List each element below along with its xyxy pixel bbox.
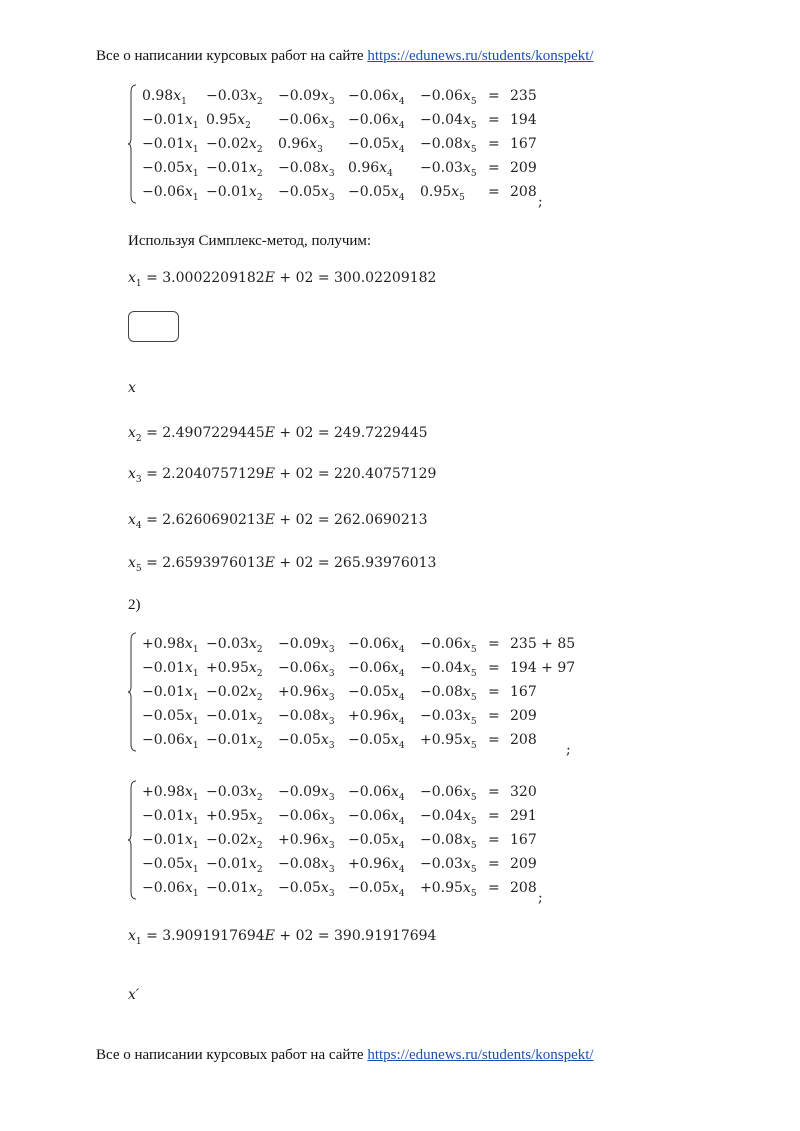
- header-text: Все о написании курсовых работ на сайте: [96, 48, 364, 64]
- equals-sign: =: [488, 832, 500, 848]
- rhs-value: 167: [510, 832, 537, 848]
- equation-row: [128, 84, 568, 108]
- equation-term: $-0.05x_3$: [278, 184, 335, 203]
- equation-term: $-0.03x_2$: [206, 88, 263, 107]
- system-semicolon: ;: [538, 890, 543, 906]
- equation-term: $-0.01x_2$: [206, 708, 263, 727]
- equation-term: $+0.95x_5$: [420, 732, 477, 751]
- equals-sign: =: [488, 732, 500, 748]
- equation-term: $-0.06x_3$: [278, 808, 335, 827]
- equation-term: $+0.96x_4$: [348, 856, 405, 875]
- equation-term: $-0.06x_4$: [348, 660, 405, 679]
- equation-term: $-0.01x_2$: [206, 184, 263, 203]
- footer-link[interactable]: https://edunews.ru/students/konspekt/: [367, 1047, 594, 1063]
- system-semicolon: ;: [538, 194, 543, 210]
- equation-row: [128, 852, 568, 876]
- rhs-value: 194 + 97: [510, 660, 576, 676]
- equation-term: $-0.06x_4$: [348, 808, 405, 827]
- equation-term: $-0.05x_4$: [348, 832, 405, 851]
- equals-sign: =: [488, 708, 500, 724]
- equation-term: $-0.05x_1$: [142, 856, 199, 875]
- equals-sign: =: [488, 880, 500, 896]
- equation-term: $-0.06x_1$: [142, 184, 199, 203]
- equation-term: $+0.95x_5$: [420, 880, 477, 899]
- equals-sign: =: [488, 184, 500, 200]
- equation-term: $-0.08x_3$: [278, 708, 335, 727]
- equation-term: $-0.01x_1$: [142, 136, 199, 155]
- equation-term: $-0.06x_3$: [278, 112, 335, 131]
- equation-term: $-0.06x_5$: [420, 784, 477, 803]
- equals-sign: =: [488, 136, 500, 152]
- page-footer: [96, 1047, 594, 1064]
- rhs-value: 208: [510, 732, 537, 748]
- equation-term: $-0.06x_4$: [348, 112, 405, 131]
- result-x2: $x_2 = 2.4907229445E + 02 = 249.7229445$: [128, 425, 428, 444]
- equation-term: $-0.05x_3$: [278, 880, 335, 899]
- equation-term: $-0.03x_5$: [420, 160, 477, 179]
- rhs-value: 209: [510, 708, 537, 724]
- equation-term: $-0.09x_3$: [278, 636, 335, 655]
- result-x5: $x_5 = 2.6593976013E + 02 = 265.93976013$: [128, 555, 437, 574]
- equation-term: $+0.95x_2$: [206, 808, 263, 827]
- equation-term: $-0.08x_5$: [420, 136, 477, 155]
- rhs-value: 235: [510, 88, 537, 104]
- equation-term: $-0.09x_3$: [278, 784, 335, 803]
- equation-term: $-0.08x_3$: [278, 856, 335, 875]
- equation-term: $0.95x_2$: [206, 112, 251, 131]
- equation-term: $-0.03x_5$: [420, 856, 477, 875]
- rhs-value: 291: [510, 808, 537, 824]
- equals-sign: =: [488, 856, 500, 872]
- equation-term: $0.96x_3$: [278, 136, 323, 155]
- simplex-intro-text: Используя Симплекс-метод, получим:: [128, 233, 372, 249]
- equation-term: $-0.01x_1$: [142, 684, 199, 703]
- equation-row: [128, 656, 588, 680]
- part-2-label: 2): [128, 597, 141, 613]
- equation-term: $-0.01x_1$: [142, 832, 199, 851]
- equation-term: $-0.08x_3$: [278, 160, 335, 179]
- equation-term: $+0.96x_4$: [348, 708, 405, 727]
- equation-term: $-0.05x_4$: [348, 684, 405, 703]
- equation-term: $-0.04x_5$: [420, 660, 477, 679]
- equation-term: $-0.04x_5$: [420, 112, 477, 131]
- equation-term: $+0.95x_2$: [206, 660, 263, 679]
- equation-term: $-0.06x_4$: [348, 636, 405, 655]
- equation-term: $-0.06x_3$: [278, 660, 335, 679]
- equation-term: $-0.02x_2$: [206, 684, 263, 703]
- equation-row: [128, 632, 588, 656]
- equation-row: [128, 728, 588, 752]
- equation-row: [128, 132, 568, 156]
- rhs-value: 209: [510, 160, 537, 176]
- system-semicolon: ;: [566, 742, 571, 758]
- equation-term: $-0.05x_4$: [348, 880, 405, 899]
- page-header: [96, 48, 594, 65]
- equation-term: $-0.02x_2$: [206, 136, 263, 155]
- equation-term: $-0.01x_1$: [142, 660, 199, 679]
- equation-row: [128, 876, 568, 900]
- empty-box: [128, 311, 179, 342]
- rhs-value: 208: [510, 184, 537, 200]
- equals-sign: =: [488, 88, 500, 104]
- equation-system-3: [128, 780, 568, 908]
- result-x1-second: $x_1 = 3.9091917694E + 02 = 390.91917694$: [128, 928, 437, 947]
- equals-sign: =: [488, 636, 500, 652]
- footer-text: Все о написании курсовых работ на сайте: [96, 1047, 364, 1063]
- rhs-value: 167: [510, 136, 537, 152]
- equation-term: $-0.01x_2$: [206, 732, 263, 751]
- result-x1: $x_1 = 3.0002209182E + 02 = 300.02209182$: [128, 270, 437, 289]
- variable-x-prime-label: x′: [128, 987, 140, 1003]
- equation-row: [128, 780, 568, 804]
- header-link[interactable]: https://edunews.ru/students/konspekt/: [367, 48, 594, 64]
- equation-term: $0.98x_1$: [142, 88, 187, 107]
- equation-term: $+0.98x_1$: [142, 784, 199, 803]
- equation-row: [128, 804, 568, 828]
- equation-row: [128, 704, 588, 728]
- equation-term: $-0.04x_5$: [420, 808, 477, 827]
- result-x3: $x_3 = 2.2040757129E + 02 = 220.40757129$: [128, 466, 437, 485]
- equation-term: $0.96x_4$: [348, 160, 393, 179]
- equation-row: [128, 828, 568, 852]
- equation-term: $-0.08x_5$: [420, 832, 477, 851]
- equation-term: $-0.05x_4$: [348, 136, 405, 155]
- equation-term: $-0.05x_4$: [348, 184, 405, 203]
- equation-term: $-0.01x_2$: [206, 856, 263, 875]
- equals-sign: =: [488, 112, 500, 128]
- equation-term: $-0.03x_5$: [420, 708, 477, 727]
- equation-term: $-0.06x_5$: [420, 636, 477, 655]
- equation-row: [128, 156, 568, 180]
- equation-term: $-0.01x_2$: [206, 160, 263, 179]
- equation-system-2: [128, 632, 588, 760]
- equation-term: $-0.06x_5$: [420, 88, 477, 107]
- rhs-value: 194: [510, 112, 537, 128]
- equation-term: $-0.01x_1$: [142, 808, 199, 827]
- equals-sign: =: [488, 684, 500, 700]
- equation-term: $0.95x_5$: [420, 184, 465, 203]
- equation-term: $-0.01x_1$: [142, 112, 199, 131]
- equation-row: [128, 108, 568, 132]
- equation-term: $+0.98x_1$: [142, 636, 199, 655]
- equation-term: $+0.96x_3$: [278, 684, 335, 703]
- equation-term: $-0.08x_5$: [420, 684, 477, 703]
- equals-sign: =: [488, 784, 500, 800]
- rhs-value: 209: [510, 856, 537, 872]
- equation-term: $-0.06x_4$: [348, 88, 405, 107]
- equation-term: $-0.01x_2$: [206, 880, 263, 899]
- rhs-value: 235 + 85: [510, 636, 576, 652]
- equation-term: $-0.05x_1$: [142, 160, 199, 179]
- equation-term: $-0.06x_4$: [348, 784, 405, 803]
- variable-x-label: x: [128, 380, 136, 396]
- equation-term: $-0.05x_3$: [278, 732, 335, 751]
- rhs-value: 167: [510, 684, 537, 700]
- equation-term: $-0.03x_2$: [206, 636, 263, 655]
- rhs-value: 320: [510, 784, 537, 800]
- equals-sign: =: [488, 660, 500, 676]
- equals-sign: =: [488, 808, 500, 824]
- equation-term: $-0.03x_2$: [206, 784, 263, 803]
- equation-term: $-0.06x_1$: [142, 732, 199, 751]
- equation-row: [128, 680, 588, 704]
- equation-term: $-0.06x_1$: [142, 880, 199, 899]
- equation-term: $-0.05x_4$: [348, 732, 405, 751]
- result-x4: $x_4 = 2.6260690213E + 02 = 262.0690213$: [128, 512, 428, 531]
- equation-term: $-0.05x_1$: [142, 708, 199, 727]
- equation-row: [128, 180, 568, 204]
- equation-term: $+0.96x_3$: [278, 832, 335, 851]
- equation-term: $-0.02x_2$: [206, 832, 263, 851]
- equation-system-1: [128, 84, 568, 212]
- equation-term: $-0.09x_3$: [278, 88, 335, 107]
- rhs-value: 208: [510, 880, 537, 896]
- equals-sign: =: [488, 160, 500, 176]
